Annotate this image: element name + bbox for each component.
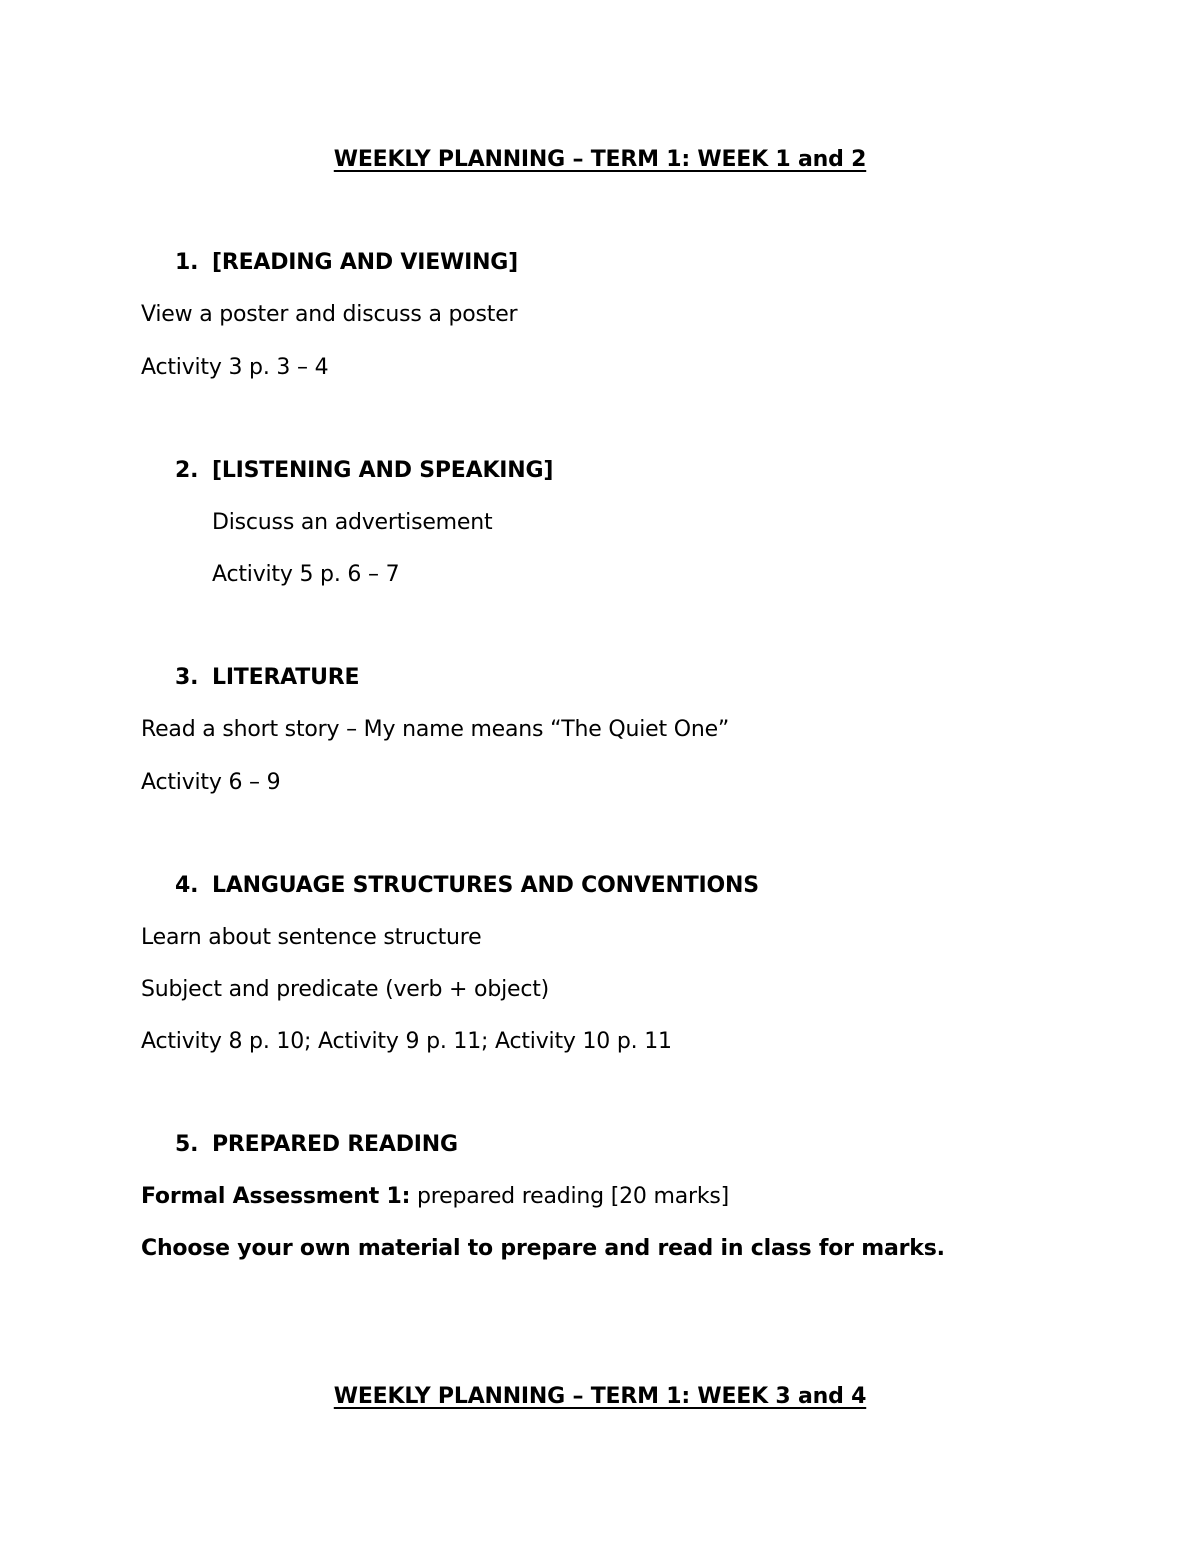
section-1-title: [READING AND VIEWING] <box>212 250 519 275</box>
section-4-title: LANGUAGE STRUCTURES AND CONVENTIONS <box>212 873 759 898</box>
section-1-number: 1. <box>175 250 199 275</box>
section-3-title: LITERATURE <box>212 665 360 690</box>
section-3-line-2: Activity 6 – 9 <box>141 770 281 795</box>
section-3-line-1: Read a short story – My name means “The Quiet One” <box>141 717 730 742</box>
section-2-number: 2. <box>175 458 199 483</box>
section-4-number: 4. <box>175 873 199 898</box>
section-1-line-2: Activity 3 p. 3 – 4 <box>141 355 329 380</box>
section-2-line-1: Discuss an advertisement <box>212 510 493 535</box>
assessment-label: Formal Assessment 1: <box>141 1184 411 1209</box>
section-2-line-2: Activity 5 p. 6 – 7 <box>212 562 400 587</box>
section-5-instruction: Choose your own material to prepare and read in class for marks. <box>141 1236 945 1261</box>
section-2-title: [LISTENING AND SPEAKING] <box>212 458 554 483</box>
section-5-assessment-line <box>141 1182 729 1212</box>
page-title-week-3-4: WEEKLY PLANNING – TERM 1: WEEK 3 and 4 <box>333 1384 867 1409</box>
assessment-text: prepared reading [20 marks] <box>410 1184 730 1209</box>
section-1-line-1: View a poster and discuss a poster <box>141 302 518 327</box>
page-title-week-1-2: WEEKLY PLANNING – TERM 1: WEEK 1 and 2 <box>333 147 867 172</box>
section-4-line-3: Activity 8 p. 10; Activity 9 p. 11; Activity 10 p. 11 <box>141 1029 672 1054</box>
section-3-number: 3. <box>175 665 199 690</box>
section-4-line-1: Learn about sentence structure <box>141 925 482 950</box>
section-5-title: PREPARED READING <box>212 1132 458 1157</box>
section-5-number: 5. <box>175 1132 199 1157</box>
section-4-line-2: Subject and predicate (verb + object) <box>141 977 550 1002</box>
